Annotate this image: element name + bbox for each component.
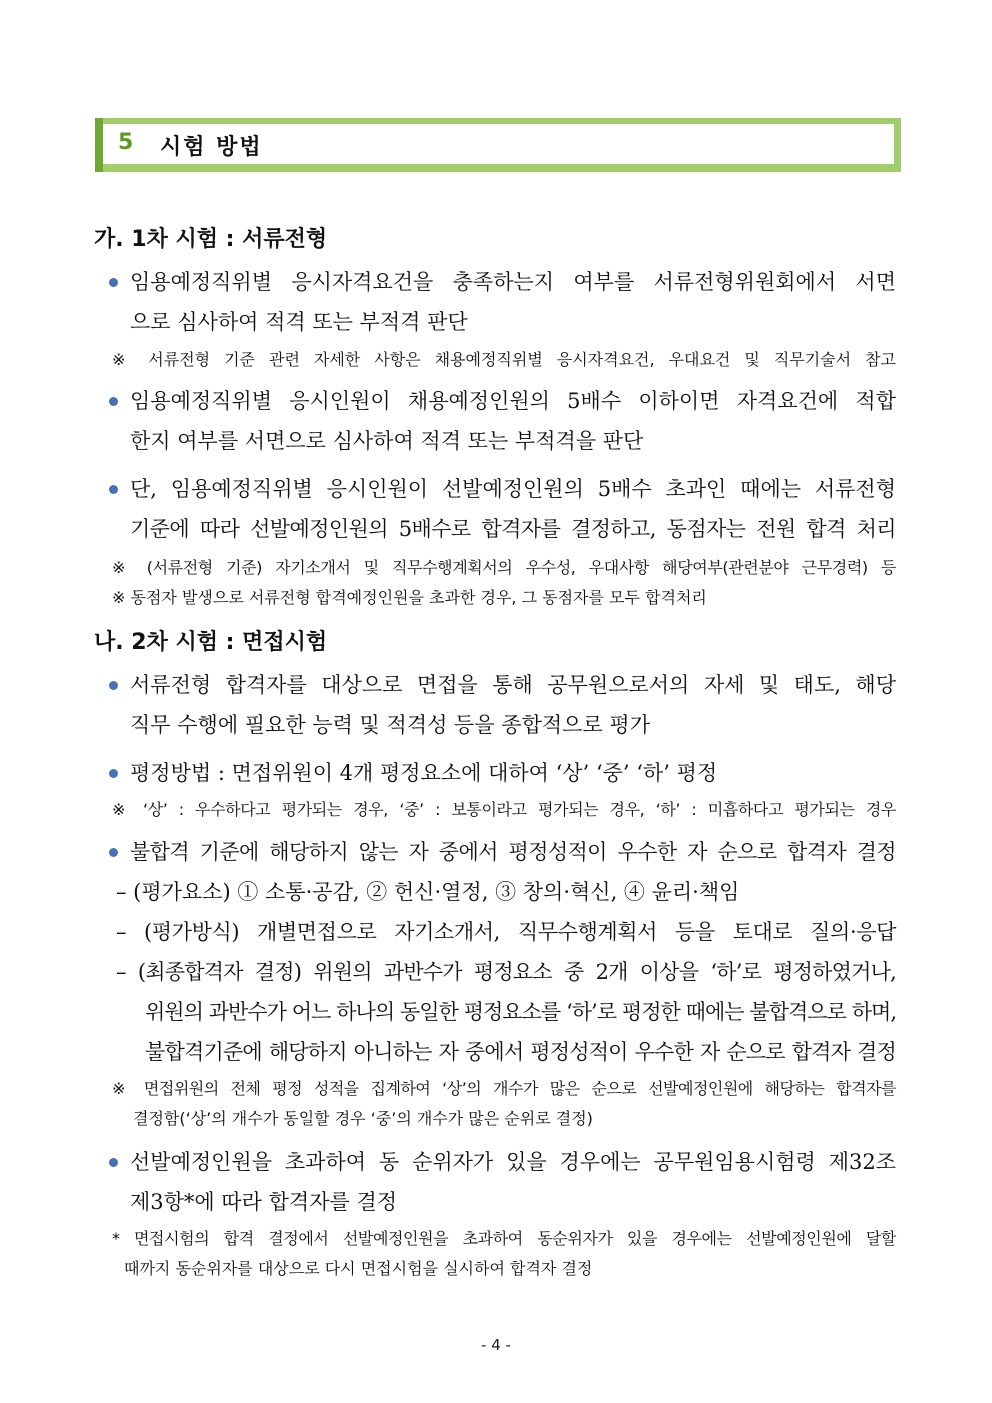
part2-heading: 나. 2차 시험 : 면접시험 bbox=[94, 630, 328, 655]
part1-note3: ※ 동점자 발생으로 서류전형 합격예정인원을 초과한 경우, 그 동점자를 모두 합격처리 bbox=[112, 588, 707, 607]
part2-dash2: – (평가방식) 개별면접으로 자기소개서, 직무수행계획서 등을 토대로 질의·응답 bbox=[116, 920, 896, 944]
bullet-icon bbox=[109, 681, 118, 690]
section-number: 5 bbox=[118, 130, 134, 155]
part2-note2-line2: 결정함(‘상’의 개수가 동일할 경우 ‘중’의 개수가 많은 순위로 결정) bbox=[133, 1109, 593, 1128]
part2-dash3-line2: 위원의 과반수가 어느 하나의 동일한 평정요소를 ‘하’로 평정한 때에는 불합격으로 하며, bbox=[145, 1000, 896, 1024]
bullet-icon bbox=[109, 397, 118, 406]
section-title: 시험 방법 bbox=[160, 135, 263, 160]
bullet-icon bbox=[109, 485, 118, 494]
bullet-icon bbox=[109, 278, 118, 287]
part1-bullet3-line1: 단, 임용예정직위별 응시인원이 선발예정인원의 5배수 초과인 때에는 서류전형 bbox=[130, 477, 896, 501]
part2-note1: ※ ‘상’ : 우수하다고 평가되는 경우, ‘중’ : 보통이라고 평가되는 경우, ‘하’ : 미흡하다고 평가되는 경우 bbox=[112, 800, 896, 819]
part1-bullet1-line2: 으로 심사하여 적격 또는 부적격 판단 bbox=[130, 310, 468, 334]
bullet-icon bbox=[109, 769, 118, 778]
part2-bullet4-line2: 제3항*에 따라 합격자를 결정 bbox=[130, 1190, 398, 1214]
part2-note3-line2: 때까지 동순위자를 대상으로 다시 면접시험을 실시하여 합격자 결정 bbox=[124, 1259, 593, 1278]
part1-bullet2-line2: 한지 여부를 서면으로 심사하여 적격 또는 부적격을 판단 bbox=[130, 429, 644, 453]
part2-bullet3-line1: 불합격 기준에 해당하지 않는 자 중에서 평정성적이 우수한 자 순으로 합격자 결정 bbox=[130, 840, 896, 864]
part2-dash3-line1: – (최종합격자 결정) 위원의 과반수가 평정요소 중 2개 이상을 ‘하’로 평정하였거나, bbox=[116, 960, 896, 984]
part2-note3-line1: * 면접시험의 합격 결정에서 선발예정인원을 초과하여 동순위자가 있을 경우에는 선발예정인원에 달할 bbox=[112, 1229, 896, 1248]
part1-bullet1-line1: 임용예정직위별 응시자격요건을 충족하는지 여부를 서류전형위원회에서 서면 bbox=[130, 270, 896, 294]
part1-bullet3-line2: 기준에 따라 선발예정인원의 5배수로 합격자를 결정하고, 동점자는 전원 합격 처리 bbox=[130, 517, 896, 541]
part2-bullet4-line1: 선발예정인원을 초과하여 동 순위자가 있을 경우에는 공무원임용시험령 제32조 bbox=[130, 1150, 896, 1174]
part1-bullet2-line1: 임용예정직위별 응시인원이 채용예정인원의 5배수 이하이면 자격요건에 적합 bbox=[130, 389, 896, 413]
part2-bullet1-line2: 직무 수행에 필요한 능력 및 적격성 등을 종합적으로 평가 bbox=[130, 713, 650, 737]
part1-heading: 가. 1차 시험 : 서류전형 bbox=[94, 227, 328, 252]
part2-note2-line1: ※ 면접위원의 전체 평정 성적을 집계하여 ‘상’의 개수가 많은 순으로 선발예정인원에 해당하는 합격자를 bbox=[112, 1079, 896, 1098]
part2-dash1: – (평가요소) ① 소통·공감, ② 헌신·열정, ③ 창의·혁신, ④ 윤리·책임 bbox=[116, 880, 740, 904]
section-header-accent-bar bbox=[95, 118, 103, 172]
part1-note1: ※ 서류전형 기준 관련 자세한 사항은 채용예정직위별 응시자격요건, 우대요건 및 직무기술서 참고 bbox=[112, 350, 896, 369]
page-number: - 4 - bbox=[481, 1336, 511, 1354]
bullet-icon bbox=[109, 1158, 118, 1167]
bullet-icon bbox=[109, 848, 118, 857]
part2-dash3-line3: 불합격기준에 해당하지 아니하는 자 중에서 평정성적이 우수한 자 순으로 합격자 결정 bbox=[145, 1040, 896, 1064]
part2-bullet1-line1: 서류전형 합격자를 대상으로 면접을 통해 공무원으로서의 자세 및 태도, 해당 bbox=[130, 673, 896, 697]
part2-bullet2-line1: 평정방법 : 면접위원이 4개 평정요소에 대하여 ‘상’ ‘중’ ‘하’ 평정 bbox=[130, 761, 718, 785]
part1-note2: ※ (서류전형 기준) 자기소개서 및 직무수행계획서의 우수성, 우대사항 해당여부(관련분야 근무경력) 등 bbox=[112, 558, 896, 577]
